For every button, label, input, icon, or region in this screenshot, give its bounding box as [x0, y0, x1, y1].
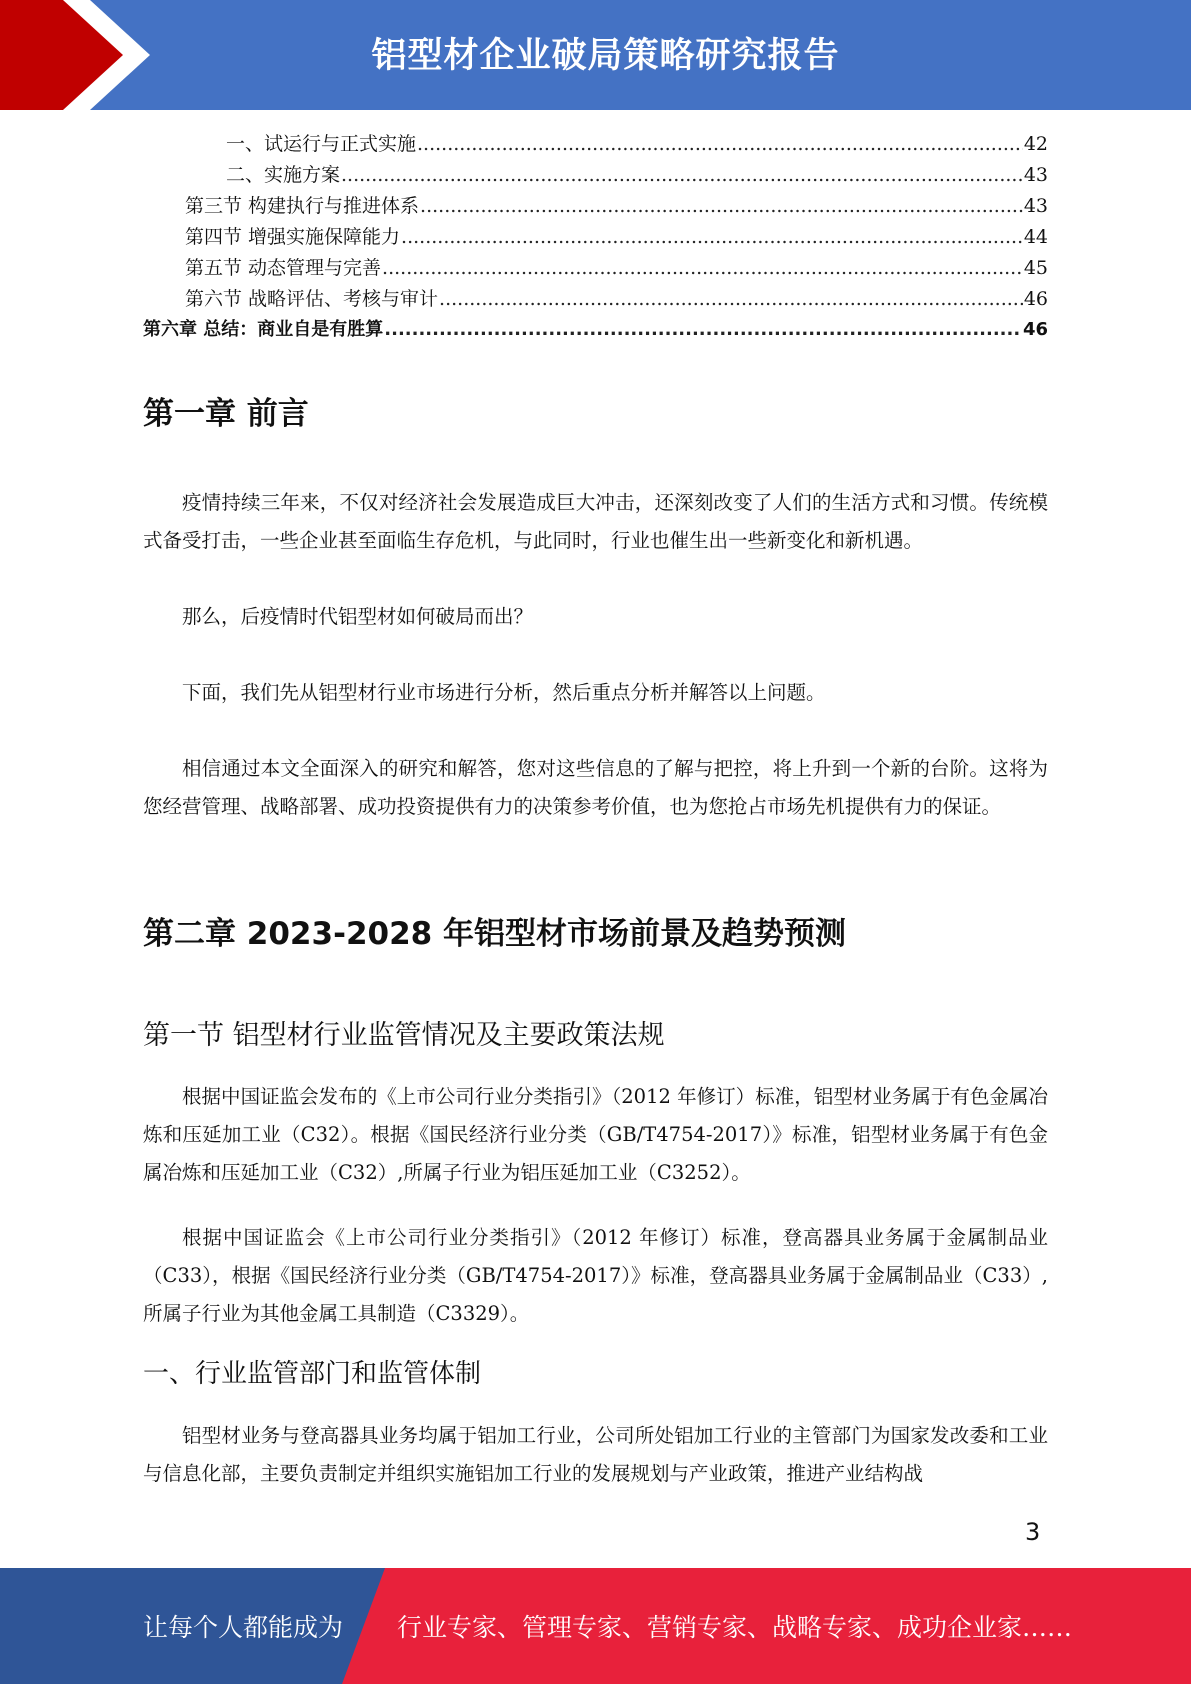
toc-entry-page: 43 — [1023, 164, 1048, 186]
toc-leader-dots — [341, 164, 1023, 186]
toc-entry[interactable] — [143, 253, 1048, 284]
toc-entry-page: 43 — [1023, 195, 1048, 217]
toc-entry-label: 第四节 增强实施保障能力 — [185, 226, 401, 248]
toc-entry[interactable] — [143, 129, 1048, 160]
toc-entry[interactable] — [143, 284, 1048, 315]
page-footer — [0, 1568, 1191, 1684]
section1-heading: 第一节 铝型材行业监管情况及主要政策法规 — [143, 1020, 665, 1051]
header-title: 铝型材企业破局策略研究报告 — [371, 36, 840, 76]
chapter1-paragraph-2: 那么，后疫情时代铝型材如何破局而出？ — [182, 605, 534, 628]
toc-entry[interactable] — [143, 191, 1048, 222]
toc-leader-dots — [417, 133, 1023, 155]
toc-leader-dots — [401, 226, 1023, 248]
toc-entry-page: 45 — [1023, 257, 1048, 279]
toc-entry-label: 一、试运行与正式实施 — [226, 133, 417, 155]
toc-entry-label: 第六章 总结：商业自是有胜算 — [143, 319, 384, 340]
chapter2-heading: 第二章 2023-2028 年铝型材市场前景及趋势预测 — [143, 916, 847, 952]
toc-leader-dots — [384, 319, 1022, 340]
chapter1-paragraph-4: 相信通过本文全面深入的研究和解答，您对这些信息的了解与把控，将上升到一个新的台阶。这将为您经营管理、战略部署、成功投资提供有力的决策参考价值，也为您抢占市场先机提供有力的保证。 — [143, 757, 1048, 818]
toc-entry-label: 第三节 构建执行与推进体系 — [185, 195, 420, 217]
section1-paragraph-1: 根据中国证监会发布的《上市公司行业分类指引》（2012 年修订）标准，铝型材业务属于有色金属冶炼和压延加工业（C32）。根据《国民经济行业分类（GB/T4754-2017）》标准，铝型材业务属于有色金属冶炼和压延加工业（C32）,所属子行业为铝压延加工业（C3252）。 — [143, 1085, 1048, 1184]
toc-leader-dots — [439, 288, 1023, 310]
toc-leader-dots — [382, 257, 1023, 279]
footer-slogan-right: 行业专家、管理专家、营销专家、战略专家、成功企业家…… — [397, 1613, 1073, 1642]
page-number: 3 — [1025, 1518, 1041, 1546]
page-header — [0, 0, 1191, 110]
chapter1-paragraph-3: 下面，我们先从铝型材行业市场进行分析，然后重点分析并解答以上问题。 — [182, 681, 826, 704]
toc-entry-label: 第五节 动态管理与完善 — [185, 257, 382, 279]
table-of-contents — [143, 129, 1048, 346]
section1-paragraph-2: 根据中国证监会《上市公司行业分类指引》（2012 年修订）标准，登高器具业务属于金属制品业（C33），根据《国民经济行业分类（GB/T4754-2017）》标准，登高器具业务属于金属制品业（C33）,所属子行业为其他金属工具制造（C3329）。 — [143, 1226, 1048, 1325]
toc-leader-dots — [420, 195, 1023, 217]
toc-entry-page: 46 — [1023, 288, 1048, 310]
footer-slogan-left: 让每个人都能成为 — [143, 1613, 344, 1642]
toc-entry-page: 42 — [1023, 133, 1048, 155]
toc-entry[interactable] — [143, 315, 1048, 346]
toc-entry-page: 44 — [1023, 226, 1048, 248]
toc-entry-label: 二、实施方案 — [226, 164, 341, 186]
chapter1-heading: 第一章 前言 — [143, 396, 309, 432]
subsection-heading: 一、行业监管部门和监管体制 — [143, 1359, 482, 1389]
toc-entry-page: 46 — [1022, 319, 1048, 340]
chapter1-paragraph-1: 疫情持续三年来，不仅对经济社会发展造成巨大冲击，还深刻改变了人们的生活方式和习惯。传统模式备受打击，一些企业甚至面临生存危机，与此同时，行业也催生出一些新变化和新机遇。 — [143, 491, 1048, 552]
toc-entry-label: 第六节 战略评估、考核与审计 — [185, 288, 439, 310]
toc-entry[interactable] — [143, 160, 1048, 191]
subsection-paragraph-1: 铝型材业务与登高器具业务均属于铝加工行业，公司所处铝加工行业的主管部门为国家发改委和工业与信息化部，主要负责制定并组织实施铝加工行业的发展规划与产业政策，推进产业结构战 — [143, 1424, 1048, 1485]
toc-entry[interactable] — [143, 222, 1048, 253]
